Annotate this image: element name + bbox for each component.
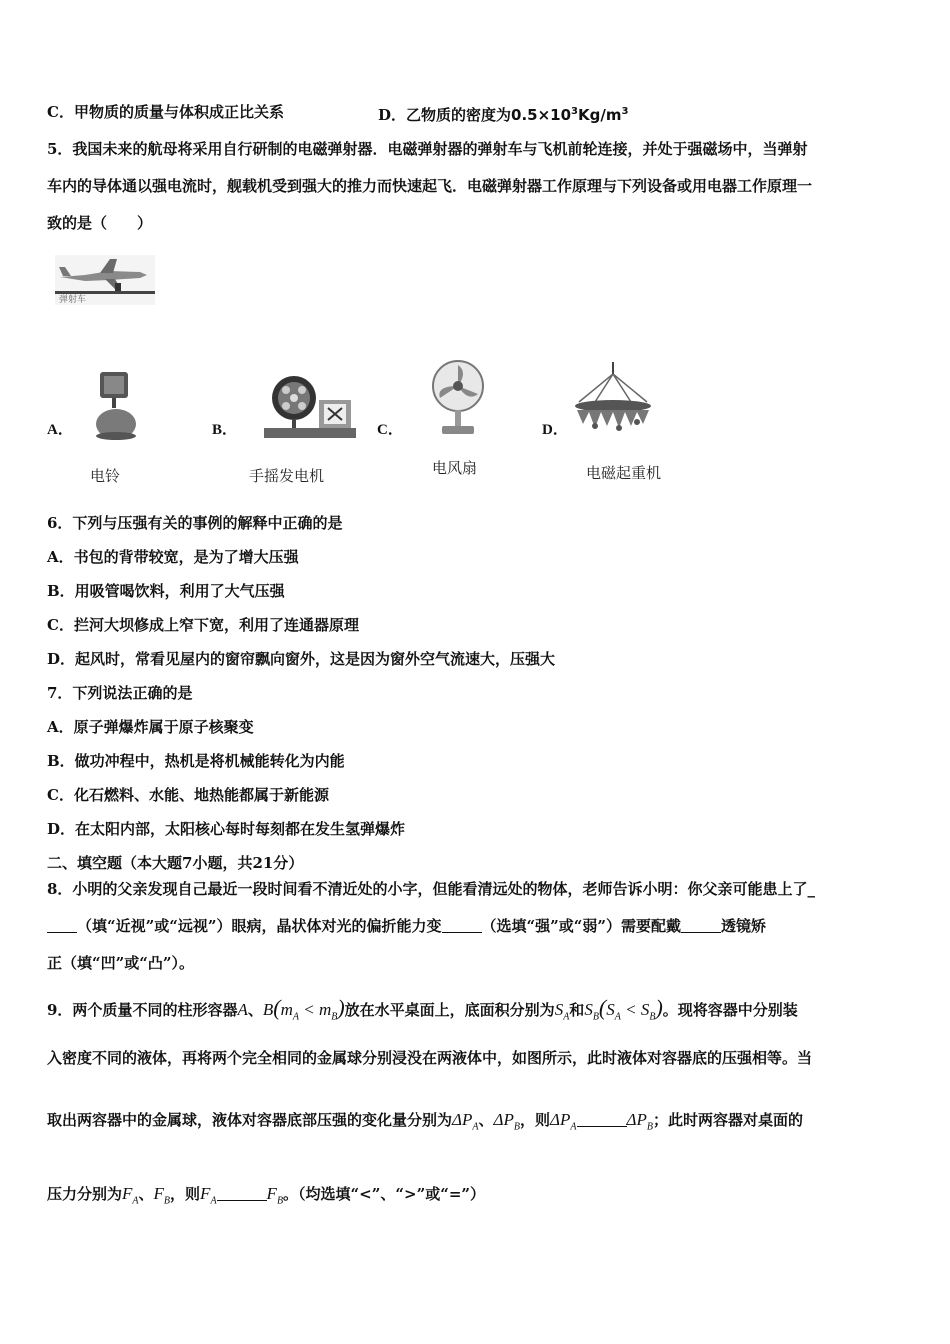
electromagnetic-crane-icon [573,362,653,442]
q9-sep-3: 、 [138,1185,154,1203]
q9-dpb-1 [493,1110,520,1133]
q5-option-b-caption: 手摇发电机 [249,467,325,485]
q9-line-4c: 。（均选填“<”、“>”或“=”） [283,1185,486,1203]
q4-d-value-text: 0.5×10 [511,106,572,124]
q9-fb-2 [266,1184,284,1207]
q9-sb-cond: $S_B(S_A < S_B)$ [584,995,663,1023]
q9-mb: m [318,1000,332,1019]
q6-option-a: A．书包的背带较宽，是为了增大压强 [47,548,299,566]
q9-dpb-2-sym: ΔP [626,1110,647,1129]
q8-line-3: 正（填“凹”或“凸”）。 [47,954,195,972]
q9-dpa-1-sub: A [472,1121,479,1133]
q9-sb-sa-sub: A [614,1011,621,1023]
q9-dpa-1-sym: ΔP [452,1110,473,1129]
q9-line-3b: ，则 [520,1111,551,1129]
q5-line-2: 车内的导体通以强电流时，舰载机受到强大的推力而快速起飞．电磁弹射器工作原理与下列设备或用电器工作原理一 [47,177,813,195]
q6-stem: 6．下列与压强有关的事例的解释中正确的是 [47,514,343,532]
q9-line-4b: ，则 [170,1185,201,1203]
q9-fa-2-sub: A [210,1195,217,1207]
q9-fb-1-sym: F [153,1184,164,1203]
q8-line-2b: （选填“强”或“弱”）需要配戴 [481,917,682,935]
q9-dpb-1-sym: ΔP [493,1110,514,1129]
q9-fb-2-sub: B [276,1195,284,1207]
q9-blank-1[interactable] [577,1112,627,1127]
q8-line-2c: 透镜矫 [721,917,767,935]
q9-mb-sub: B [331,1011,338,1023]
q7-stem: 7．下列说法正确的是 [47,684,193,702]
q9-p1: 9．两个质量不同的柱形容器 [47,1001,238,1019]
electric-fan-icon [428,360,488,438]
catapult-car-figure [55,255,155,305]
q4-option-d-value [511,106,628,124]
q9-sb-sb: S [640,1000,650,1019]
q9-var-a: A [237,1000,248,1019]
q5-option-a-caption: 电铃 [90,467,121,485]
q5-option-a-letter: A． [47,422,73,438]
q8-line-2 [47,916,766,936]
q9-lt-2: < [625,1000,637,1019]
q9-fa-2-sym: F [200,1184,211,1203]
q8-blank-1[interactable] [47,918,77,933]
q9-lt-1: < [303,1000,315,1019]
q5-option-b-letter: B． [212,422,238,438]
q9-line-4 [47,1184,485,1211]
q9-dpa-2 [550,1110,577,1133]
q5-option-d-caption: 电磁起重机 [586,464,662,482]
q9-line-3c: ；此时两容器对桌面的 [652,1111,803,1129]
q9-dpb-2-sub: B [646,1121,653,1133]
q4-d-unit-exp: 3 [621,106,629,117]
q4-option-d-prefix: D．乙物质的密度为 [378,106,512,124]
q9-line-3 [47,1110,803,1137]
q9-fa-1-sym: F [122,1184,133,1203]
q9-dpa-2-sym: ΔP [550,1110,571,1129]
q5-option-c-caption: 电风扇 [432,459,478,477]
q9-fa-1-sub: A [132,1195,139,1207]
q7-option-c: C．化石燃料、水能、地热能都属于新能源 [47,786,329,804]
q9-fa-1 [122,1184,139,1207]
q9-p2: 放在水平桌面上，底面积分别为 [344,1001,555,1019]
q4-d-unit: Kg/m [578,106,622,124]
q9-line-1 [47,995,798,1027]
q5-line-1: 5．我国未来的航母将采用自行研制的电磁弹射器．电磁弹射器的弹射车与飞机前轮连接，并处于强磁场中，当弹射 [47,140,808,158]
q9-sb-sb-sub: B [649,1011,656,1023]
q9-sa-sub: A [563,1011,570,1023]
q9-sb-s: S [584,1000,593,1019]
q4-option-c [47,102,284,122]
q6-option-c: C．拦河大坝修成上窄下宽，利用了连通器原理 [47,616,359,634]
q6-option-d: D．起风时，常看见屋内的窗帘飘向窗外，这是因为窗外空气流速大，压强大 [47,650,556,668]
q9-sb-sa: S [606,1000,615,1019]
q8-line-2a: （填“近视”或“远视”）眼病，晶状体对光的偏折能力变 [77,917,442,935]
q9-sep-2: 、 [478,1111,494,1129]
q9-ma-sub: A [292,1011,299,1023]
q4-d-exp: 3 [571,106,578,117]
q9-var-b: B [262,1000,274,1019]
hand-generator-icon [264,370,356,442]
q4-option-c-text: C．甲物质的质量与体积成正比关系 [47,103,284,121]
q5-option-d-letter: D． [542,422,568,438]
q6-option-b: B．用吸管喝饮料，利用了大气压强 [47,582,285,600]
q9-fb-1 [153,1184,171,1207]
q7-option-d: D．在太阳内部，太阳核心每时每刻都在发生氢弹爆炸 [47,820,406,838]
q5-line-3: 致的是（ ） [47,214,153,232]
q9-dpb-2 [626,1110,653,1133]
q7-option-b: B．做功冲程中，热机是将机械能转化为内能 [47,752,345,770]
q9-dpa-2-sub: A [570,1121,577,1133]
electric-bell-icon [94,370,144,445]
q9-ma: m [280,1000,293,1019]
q9-fa-2 [200,1184,217,1207]
q4-option-d [378,102,628,125]
q9-and: 和 [569,1001,585,1019]
q9-line-2: 入密度不同的液体，再将两个完全相同的金属球分别浸没在两液体中，如图所示，此时液体对容器底的压强相等。当 [47,1049,813,1067]
q9-dpb-1-sub: B [513,1121,520,1133]
q9-b-mass: $B(m_A < m_B)$ [262,995,345,1023]
q8-blank-3[interactable] [681,918,721,933]
q9-dpa-1 [452,1110,479,1133]
q9-blank-2[interactable] [217,1186,267,1201]
q9-sep: 、 [247,1001,263,1019]
q5-option-c-letter: C． [377,422,403,438]
q9-fb-1-sub: B [163,1195,171,1207]
q9-line-3a: 取出两容器中的金属球，液体对容器底部压强的变化量分别为 [47,1111,453,1129]
q9-fb-2-sym: F [266,1184,277,1203]
q9-sb-sub: B [592,1011,599,1023]
section-heading: 二、填空题（本大题7小题，共21分） [47,854,304,872]
q9-line-4a: 压力分别为 [47,1185,123,1203]
catapult-car-label: 弹射车 [59,295,87,305]
q9-p3: 。现将容器中分别装 [662,1001,798,1019]
q9-sa-s: S [554,1000,564,1019]
q8-blank-2[interactable] [442,918,482,933]
q7-option-a: A．原子弹爆炸属于原子核聚变 [47,718,254,736]
q8-line-1: 8．小明的父亲发现自己最近一段时间看不清近处的小字，但能看清远处的物体，老师告诉小明：你父亲可能患上了_ [47,880,815,898]
q9-sa [554,1000,570,1023]
